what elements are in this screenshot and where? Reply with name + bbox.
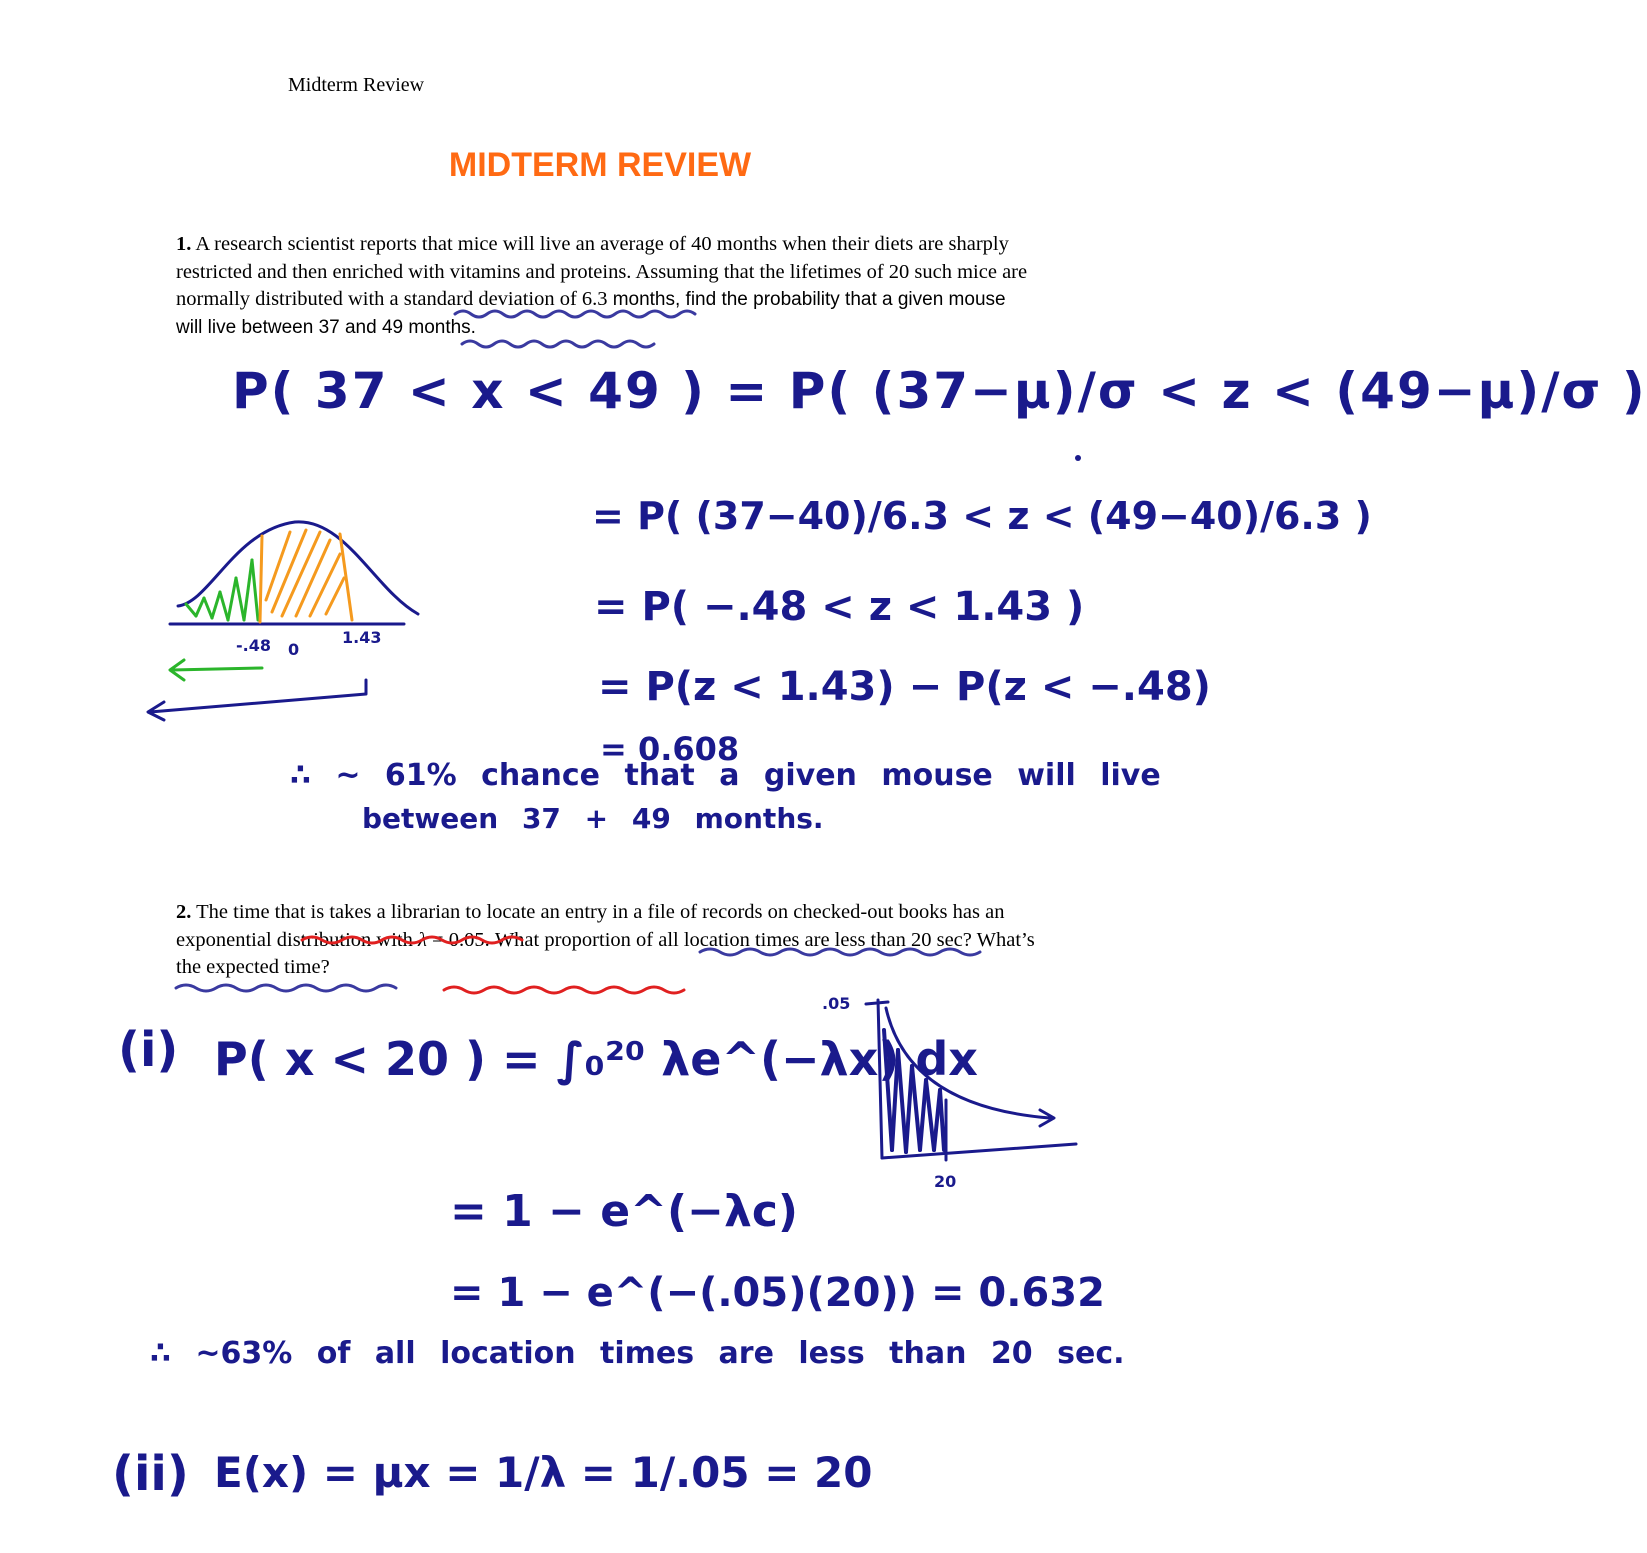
sketch1-bound-right [340,534,352,620]
running-header: Midterm Review [288,74,425,96]
page-title: MIDTERM REVIEW [448,146,752,184]
sketch1-tick-left: -.48 [236,636,271,655]
wavy-underline-times [176,985,396,991]
q1-work-line2: = P( (37−40)/6.3 < z < (49−40)/6.3 ) [592,494,1372,538]
question-2 [176,899,1036,982]
question-1-number: 1. [176,233,192,255]
sketch1-tick-zero: 0 [288,640,300,659]
question-1 [176,231,1036,341]
sketch1-green-shade [186,560,258,620]
question-2-text: The time that is takes a librarian to locate an entry in a file of records on checked-out books has an exponential distribution with [176,901,1005,951]
sketch2-x-label: 20 [934,1172,957,1191]
sketch1-normal-curve [178,522,418,614]
q2-label-i: (i) [118,1022,179,1078]
sketch2-x-axis [882,1144,1076,1158]
sketch1-blue-arrow [148,680,366,720]
q2-label-ii: (ii) [112,1446,189,1502]
red-underline-expected-time [444,987,684,993]
question-1-text: A research scientist reports that mice will live an average of 40 months when their diets are sharply restricted and then enriched with vitamins and proteins. Assuming that the lifetimes of 20 such mice are normally distributed with a standard deviation of 6.3 [176,233,1028,310]
q2-work-line3: = 1 − e^(−(.05)(20)) = 0.632 [450,1270,1105,1316]
question-1-text-end: months, find the probability that a given mouse will live between 37 and 49 months. [176,289,1006,338]
q2-work-line4: E(x) = μx = 1/λ = 1/.05 = 20 [214,1448,873,1497]
lambda-symbol: λ [418,928,427,951]
sketch1-orange-hatch [266,530,344,616]
wavy-underline-given-mouse [462,341,654,347]
q2-conclusion: ∴ ~63% of all location times are less than 20 sec. [150,1336,1125,1371]
q1-work-line1: P( 37 < x < 49 ) = P( (37−μ)/σ < z < (49−μ)/σ ) [232,362,1647,420]
question-2-number: 2. [176,901,192,923]
sketch1-bound-left [260,536,262,622]
question-2-text-end: = 0.05. What proportion of all location times are less than 20 sec? What’s the expected time? [176,928,1035,978]
sketch1-green-arrow [170,660,262,680]
q2-work-line2: = 1 − e^(−λc) [450,1186,799,1237]
margin-dot [1075,455,1081,461]
sketch2-y-tick [866,1002,888,1004]
q1-work-line4: = P(z < 1.43) − P(z < −.48) [598,664,1211,710]
q1-work-line5: = 0.608 [600,730,740,768]
q1-work-line3: = P( −.48 < z < 1.43 ) [594,584,1085,630]
q1-conclusion-line2: between 37 + 49 months. [362,802,824,835]
sketch2-y-label: .05 [822,994,851,1013]
q1-conclusion-line1: ∴ ~ 61% chance that a given mouse will live [290,758,1161,793]
q2-work-line1: P( x < 20 ) = ∫₀²⁰ λe^(−λx) dx [214,1032,978,1086]
sketch1-tick-right: 1.43 [342,628,382,647]
